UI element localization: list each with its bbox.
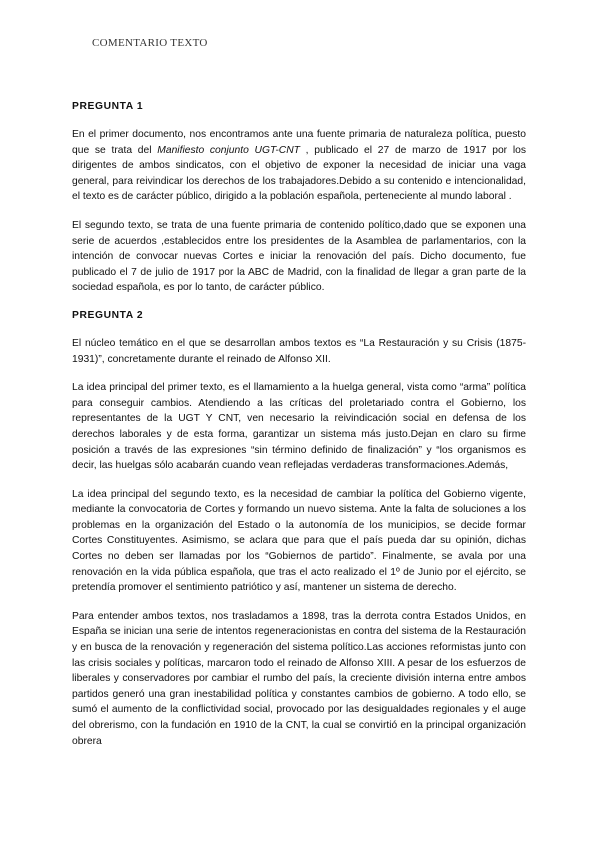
page-header: COMENTARIO TEXTO	[92, 37, 208, 49]
paragraph-6: Para entender ambos textos, nos trasladamos a 1898, tras la derrota contra Estados Unidos, en España se inician una serie de intentos regeneracionistas en contra del sistema de la Restauración y en busca de la renovación y regeneración del sistema político.Las acciones reformistas junto con las crisis sociales y políticas, marcaron todo el reinado de Alfonso XIII. A pesar de los esfuerzos de liberales y conservadores por cambiar el rumbo del país, la creciente división interna entre ambos partidos generó una gran inestabilidad política y constantes cambios de gobierno. A todo ello, se sumó el aumento de la conflictividad social, provocado por las desigualdades regionales y el auge del obrerismo, con la fundación en 1910 de la CNT, la cual se convirtió en la principal organización obrera	[72, 610, 526, 747]
section-heading-pregunta-2: PREGUNTA 2	[72, 309, 144, 321]
document-body	[72, 100, 526, 762]
paragraph-1-text-start: En el primer documento, nos encontramos ante una fuente primaria de naturaleza política, puesto que se trata del	[72, 129, 526, 156]
paragraph-5: La idea principal del segundo texto, es la necesidad de cambiar la política del Gobierno vigente, mediante la convocatoria de Cortes y formando un nuevo sistema. Ante la falta de soluciones a los problemas en la organización del Estado o la autonomía de los municipios, se decide formar Cortes Constituyentes. Asimismo, se aclara que para que el país pueda dar su opinión, dichas Cortes no deben ser llamadas por los “Gobiernos de partido”. Finalmente, se avala por una renovación en la vida pública española, que tras el acto realizado el 1º de Junio por el ejército, se pretendía promover el sentimiento patriótico y así, mantener un sistema de derecho.	[72, 488, 526, 594]
paragraph-1-text-end: , publicado el 27 de marzo de 1917 por los dirigentes de ambos sindicatos, con el objetivo de exponer la necesidad de iniciar una vaga general, para reivindicar los derechos de los trabajadores.Debido a su contenido e intencionalidad, el texto es de carácter público, dirigido a la población española, perteneciente al mundo laboral .	[72, 144, 526, 203]
manifesto-title: Manifiesto conjunto UGT-CNT	[157, 144, 300, 156]
paragraph-3: El núcleo temático en el que se desarrollan ambos textos es “La Restauración y su Crisis (1875-1931)”, concretamente durante el reinado de Alfonso XII.	[72, 337, 526, 365]
section-heading-pregunta-1: PREGUNTA 1	[72, 101, 144, 112]
paragraph-1	[72, 127, 526, 205]
paragraph-2: El segundo texto, se trata de una fuente primaria de contenido político,dado que se exponen una serie de acuerdos ,establecidos entre los presidentes de la Asamblea de parlamentarios, con la intención de convocar nuevas Cortes e iniciar la renovación del país. Dicho documento, fue publicado el 7 de julio de 1917 por la ABC de Madrid, con la finalidad de llegar a gran parte de la sociedad española, es por lo tanto, de carácter público.	[72, 219, 526, 294]
paragraph-4: La idea principal del primer texto, es el llamamiento a la huelga general, vista como “arma” política para conseguir cambios. Atendiendo a las críticas del proletariado contra el Gobierno, los representantes de la UGT Y CNT, ven necesario la reivindicación social en defensa de los derechos laborales y de esta forma, garantizar un sistema más justo.Dejan en claro su firme posición a través de las expresiones “sin término definido de finalización” y “los organismos es decir, las huelgas sólo acabarán cuando vean reflejadas verdaderas transformaciones.Además,	[72, 382, 526, 472]
